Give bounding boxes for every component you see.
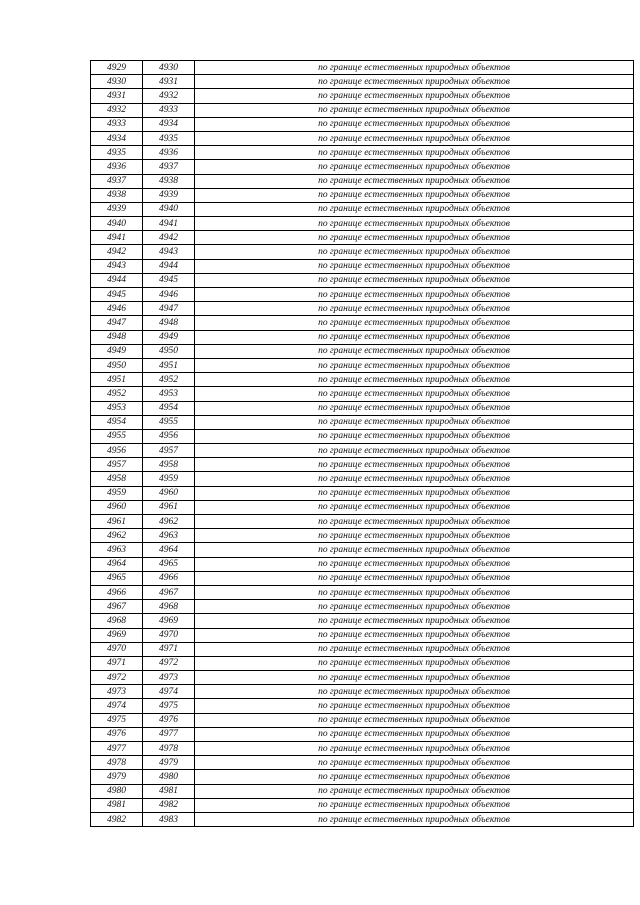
boundary-description-cell: по границе естественных природных объектов (195, 458, 634, 472)
boundary-description-cell: по границе естественных природных объектов (195, 75, 634, 89)
table-row (91, 656, 634, 670)
to-point-cell: 4960 (143, 486, 195, 500)
from-point-cell: 4962 (91, 529, 143, 543)
table-row (91, 131, 634, 145)
to-point-cell: 4962 (143, 515, 195, 529)
from-point-cell: 4972 (91, 671, 143, 685)
table-row (91, 245, 634, 259)
boundary-description-cell: по границе естественных природных объектов (195, 89, 634, 103)
table-row (91, 642, 634, 656)
table-row (91, 515, 634, 529)
boundary-description-cell: по границе естественных природных объектов (195, 302, 634, 316)
from-point-cell: 4949 (91, 344, 143, 358)
to-point-cell: 4974 (143, 685, 195, 699)
table-row (91, 415, 634, 429)
to-point-cell: 4972 (143, 656, 195, 670)
from-point-cell: 4968 (91, 614, 143, 628)
boundary-description-cell: по границе естественных природных объектов (195, 727, 634, 741)
table-row (91, 543, 634, 557)
from-point-cell: 4952 (91, 387, 143, 401)
table-row (91, 756, 634, 770)
boundary-description-cell: по границе естественных природных объектов (195, 202, 634, 216)
boundary-description-cell: по границе естественных природных объектов (195, 784, 634, 798)
table-row (91, 75, 634, 89)
boundary-table (90, 60, 634, 827)
to-point-cell: 4948 (143, 316, 195, 330)
from-point-cell: 4973 (91, 685, 143, 699)
to-point-cell: 4959 (143, 472, 195, 486)
boundary-description-cell: по границе естественных природных объектов (195, 600, 634, 614)
from-point-cell: 4934 (91, 131, 143, 145)
to-point-cell: 4934 (143, 117, 195, 131)
table-row (91, 444, 634, 458)
boundary-description-cell: по границе естественных природных объектов (195, 217, 634, 231)
boundary-description-cell: по границе естественных природных объектов (195, 188, 634, 202)
from-point-cell: 4960 (91, 500, 143, 514)
table-row (91, 358, 634, 372)
boundary-description-cell: по границе естественных природных объектов (195, 515, 634, 529)
boundary-description-cell: по границе естественных природных объектов (195, 543, 634, 557)
to-point-cell: 4953 (143, 387, 195, 401)
from-point-cell: 4944 (91, 273, 143, 287)
table-row (91, 727, 634, 741)
to-point-cell: 4969 (143, 614, 195, 628)
boundary-description-cell: по границе естественных природных объектов (195, 358, 634, 372)
to-point-cell: 4982 (143, 798, 195, 812)
table-row (91, 671, 634, 685)
to-point-cell: 4951 (143, 358, 195, 372)
to-point-cell: 4954 (143, 401, 195, 415)
table-row (91, 188, 634, 202)
to-point-cell: 4936 (143, 146, 195, 160)
from-point-cell: 4954 (91, 415, 143, 429)
table-row (91, 259, 634, 273)
to-point-cell: 4941 (143, 217, 195, 231)
table-row (91, 429, 634, 443)
table-row (91, 373, 634, 387)
table-row (91, 812, 634, 826)
from-point-cell: 4955 (91, 429, 143, 443)
to-point-cell: 4945 (143, 273, 195, 287)
from-point-cell: 4953 (91, 401, 143, 415)
table-row (91, 160, 634, 174)
to-point-cell: 4947 (143, 302, 195, 316)
from-point-cell: 4945 (91, 288, 143, 302)
to-point-cell: 4983 (143, 812, 195, 826)
from-point-cell: 4946 (91, 302, 143, 316)
boundary-description-cell: по границе естественных природных объектов (195, 415, 634, 429)
from-point-cell: 4963 (91, 543, 143, 557)
to-point-cell: 4979 (143, 756, 195, 770)
boundary-description-cell: по границе естественных природных объектов (195, 288, 634, 302)
boundary-table-body (91, 61, 634, 827)
table-row (91, 500, 634, 514)
table-row (91, 316, 634, 330)
to-point-cell: 4978 (143, 742, 195, 756)
to-point-cell: 4935 (143, 131, 195, 145)
table-row (91, 146, 634, 160)
table-row (91, 571, 634, 585)
boundary-description-cell: по границе естественных природных объектов (195, 571, 634, 585)
from-point-cell: 4943 (91, 259, 143, 273)
table-row (91, 628, 634, 642)
from-point-cell: 4970 (91, 642, 143, 656)
table-row (91, 685, 634, 699)
to-point-cell: 4957 (143, 444, 195, 458)
from-point-cell: 4969 (91, 628, 143, 642)
table-row (91, 117, 634, 131)
from-point-cell: 4932 (91, 103, 143, 117)
from-point-cell: 4938 (91, 188, 143, 202)
from-point-cell: 4951 (91, 373, 143, 387)
boundary-description-cell: по границе естественных природных объектов (195, 529, 634, 543)
from-point-cell: 4939 (91, 202, 143, 216)
to-point-cell: 4937 (143, 160, 195, 174)
table-row (91, 798, 634, 812)
boundary-description-cell: по границе естественных природных объектов (195, 61, 634, 75)
table-row (91, 103, 634, 117)
from-point-cell: 4950 (91, 358, 143, 372)
from-point-cell: 4976 (91, 727, 143, 741)
to-point-cell: 4964 (143, 543, 195, 557)
table-row (91, 742, 634, 756)
table-row (91, 330, 634, 344)
from-point-cell: 4980 (91, 784, 143, 798)
table-row (91, 784, 634, 798)
from-point-cell: 4967 (91, 600, 143, 614)
boundary-description-cell: по границе естественных природных объектов (195, 614, 634, 628)
boundary-description-cell: по границе естественных природных объектов (195, 444, 634, 458)
boundary-description-cell: по границе естественных природных объектов (195, 131, 634, 145)
from-point-cell: 4982 (91, 812, 143, 826)
to-point-cell: 4977 (143, 727, 195, 741)
table-row (91, 302, 634, 316)
to-point-cell: 4938 (143, 174, 195, 188)
to-point-cell: 4930 (143, 61, 195, 75)
to-point-cell: 4963 (143, 529, 195, 543)
table-row (91, 770, 634, 784)
boundary-description-cell: по границе естественных природных объектов (195, 160, 634, 174)
boundary-description-cell: по границе естественных природных объектов (195, 770, 634, 784)
from-point-cell: 4957 (91, 458, 143, 472)
to-point-cell: 4961 (143, 500, 195, 514)
boundary-description-cell: по границе естественных природных объектов (195, 373, 634, 387)
boundary-description-cell: по границе естественных природных объектов (195, 798, 634, 812)
boundary-description-cell: по границе естественных природных объектов (195, 656, 634, 670)
from-point-cell: 4979 (91, 770, 143, 784)
to-point-cell: 4946 (143, 288, 195, 302)
boundary-description-cell: по границе естественных природных объектов (195, 642, 634, 656)
to-point-cell: 4967 (143, 585, 195, 599)
to-point-cell: 4931 (143, 75, 195, 89)
table-row (91, 585, 634, 599)
from-point-cell: 4964 (91, 557, 143, 571)
to-point-cell: 4944 (143, 259, 195, 273)
to-point-cell: 4933 (143, 103, 195, 117)
from-point-cell: 4956 (91, 444, 143, 458)
boundary-description-cell: по границе естественных природных объектов (195, 231, 634, 245)
from-point-cell: 4966 (91, 585, 143, 599)
from-point-cell: 4959 (91, 486, 143, 500)
to-point-cell: 4980 (143, 770, 195, 784)
table-row (91, 557, 634, 571)
table-row (91, 231, 634, 245)
boundary-description-cell: по границе естественных природных объектов (195, 685, 634, 699)
boundary-description-cell: по границе естественных природных объектов (195, 146, 634, 160)
to-point-cell: 4939 (143, 188, 195, 202)
table-row (91, 458, 634, 472)
to-point-cell: 4943 (143, 245, 195, 259)
boundary-description-cell: по границе естественных природных объектов (195, 628, 634, 642)
to-point-cell: 4955 (143, 415, 195, 429)
from-point-cell: 4941 (91, 231, 143, 245)
table-row (91, 202, 634, 216)
boundary-description-cell: по границе естественных природных объектов (195, 103, 634, 117)
table-row (91, 387, 634, 401)
to-point-cell: 4968 (143, 600, 195, 614)
to-point-cell: 4976 (143, 713, 195, 727)
to-point-cell: 4949 (143, 330, 195, 344)
to-point-cell: 4975 (143, 699, 195, 713)
boundary-description-cell: по границе естественных природных объектов (195, 344, 634, 358)
boundary-description-cell: по границе естественных природных объектов (195, 557, 634, 571)
to-point-cell: 4932 (143, 89, 195, 103)
table-row (91, 486, 634, 500)
boundary-description-cell: по границе естественных природных объектов (195, 273, 634, 287)
from-point-cell: 4933 (91, 117, 143, 131)
from-point-cell: 4965 (91, 571, 143, 585)
from-point-cell: 4971 (91, 656, 143, 670)
from-point-cell: 4975 (91, 713, 143, 727)
boundary-description-cell: по границе естественных природных объектов (195, 259, 634, 273)
from-point-cell: 4935 (91, 146, 143, 160)
boundary-description-cell: по границе естественных природных объектов (195, 330, 634, 344)
from-point-cell: 4974 (91, 699, 143, 713)
boundary-description-cell: по границе естественных природных объектов (195, 713, 634, 727)
table-row (91, 472, 634, 486)
boundary-description-cell: по границе естественных природных объектов (195, 486, 634, 500)
from-point-cell: 4931 (91, 89, 143, 103)
from-point-cell: 4948 (91, 330, 143, 344)
from-point-cell: 4936 (91, 160, 143, 174)
from-point-cell: 4940 (91, 217, 143, 231)
table-row (91, 273, 634, 287)
boundary-description-cell: по границе естественных природных объектов (195, 401, 634, 415)
table-row (91, 217, 634, 231)
to-point-cell: 4965 (143, 557, 195, 571)
table-row (91, 600, 634, 614)
boundary-description-cell: по границе естественных природных объектов (195, 671, 634, 685)
from-point-cell: 4930 (91, 75, 143, 89)
from-point-cell: 4942 (91, 245, 143, 259)
from-point-cell: 4961 (91, 515, 143, 529)
to-point-cell: 4940 (143, 202, 195, 216)
to-point-cell: 4952 (143, 373, 195, 387)
table-row (91, 401, 634, 415)
boundary-description-cell: по границе естественных природных объектов (195, 812, 634, 826)
to-point-cell: 4942 (143, 231, 195, 245)
to-point-cell: 4950 (143, 344, 195, 358)
boundary-description-cell: по границе естественных природных объектов (195, 756, 634, 770)
to-point-cell: 4958 (143, 458, 195, 472)
from-point-cell: 4977 (91, 742, 143, 756)
table-row (91, 61, 634, 75)
from-point-cell: 4947 (91, 316, 143, 330)
to-point-cell: 4970 (143, 628, 195, 642)
boundary-description-cell: по границе естественных природных объектов (195, 429, 634, 443)
to-point-cell: 4956 (143, 429, 195, 443)
boundary-description-cell: по границе естественных природных объектов (195, 245, 634, 259)
table-row (91, 174, 634, 188)
table-row (91, 89, 634, 103)
from-point-cell: 4937 (91, 174, 143, 188)
boundary-description-cell: по границе естественных природных объектов (195, 117, 634, 131)
from-point-cell: 4929 (91, 61, 143, 75)
table-row (91, 529, 634, 543)
to-point-cell: 4966 (143, 571, 195, 585)
boundary-description-cell: по границе естественных природных объектов (195, 472, 634, 486)
from-point-cell: 4978 (91, 756, 143, 770)
table-row (91, 288, 634, 302)
to-point-cell: 4981 (143, 784, 195, 798)
table-row (91, 614, 634, 628)
boundary-description-cell: по границе естественных природных объектов (195, 174, 634, 188)
from-point-cell: 4958 (91, 472, 143, 486)
to-point-cell: 4971 (143, 642, 195, 656)
boundary-description-cell: по границе естественных природных объектов (195, 387, 634, 401)
boundary-description-cell: по границе естественных природных объектов (195, 699, 634, 713)
boundary-description-cell: по границе естественных природных объектов (195, 742, 634, 756)
table-row (91, 699, 634, 713)
boundary-description-cell: по границе естественных природных объектов (195, 500, 634, 514)
table-row (91, 713, 634, 727)
boundary-description-cell: по границе естественных природных объектов (195, 316, 634, 330)
from-point-cell: 4981 (91, 798, 143, 812)
table-row (91, 344, 634, 358)
to-point-cell: 4973 (143, 671, 195, 685)
boundary-description-cell: по границе естественных природных объектов (195, 585, 634, 599)
